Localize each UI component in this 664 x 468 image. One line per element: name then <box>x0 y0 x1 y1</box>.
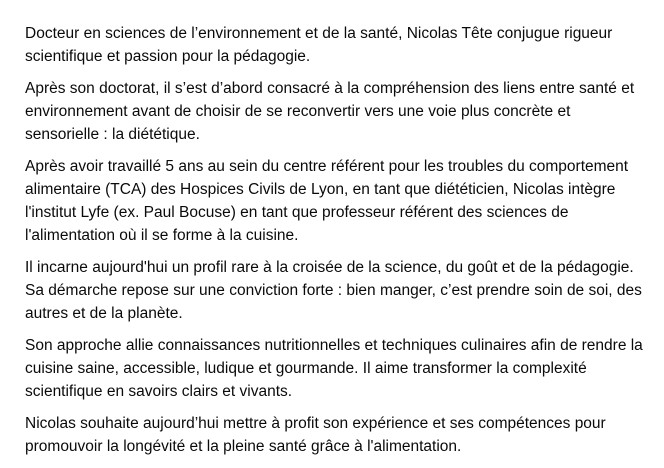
bio-paragraph-profil: Il incarne aujourd'hui un profil rare à la croisée de la science, du goût et de la pédagogie. Sa démarche repose sur une conviction forte : bien manger, c’est prendre soin de soi, des autres et de la planète. <box>25 259 642 322</box>
bio-paragraph-carriere: Après avoir travaillé 5 ans au sein du centre référent pour les troubles du comportement alimentaire (TCA) des Hospices Civils de Lyon, en tant que diététicien, Nicolas intègre l'institut Lyfe (ex. Paul Bocuse) en tant que professeur référent des sciences de l'alimentation où il se forme à la cuisine. <box>25 158 629 244</box>
bio-paragraph-doctorat: Après son doctorat, il s’est d’abord consacré à la compréhension des liens entre santé et environnement avant de choisir de se reconvertir vers une voie plus concrète et sensorielle : la diététique. <box>25 80 635 143</box>
bio-paragraph-ambition: Nicolas souhaite aujourd’hui mettre à profit son expérience et ses compétences pour promouvoir la longévité et la pleine santé grâce à l'alimentation. <box>25 415 606 455</box>
bio-paragraph-intro: Docteur en sciences de l’environnement et de la santé, Nicolas Tête conjugue rigueur scientifique et passion pour la pédagogie. <box>25 25 613 65</box>
bio-paragraph-approche: Son approche allie connaissances nutritionnelles et techniques culinaires afin de rendre la cuisine saine, accessible, ludique et gourmande. Il aime transformer la complexité scientifique en savoirs clairs et vivants. <box>25 337 643 400</box>
